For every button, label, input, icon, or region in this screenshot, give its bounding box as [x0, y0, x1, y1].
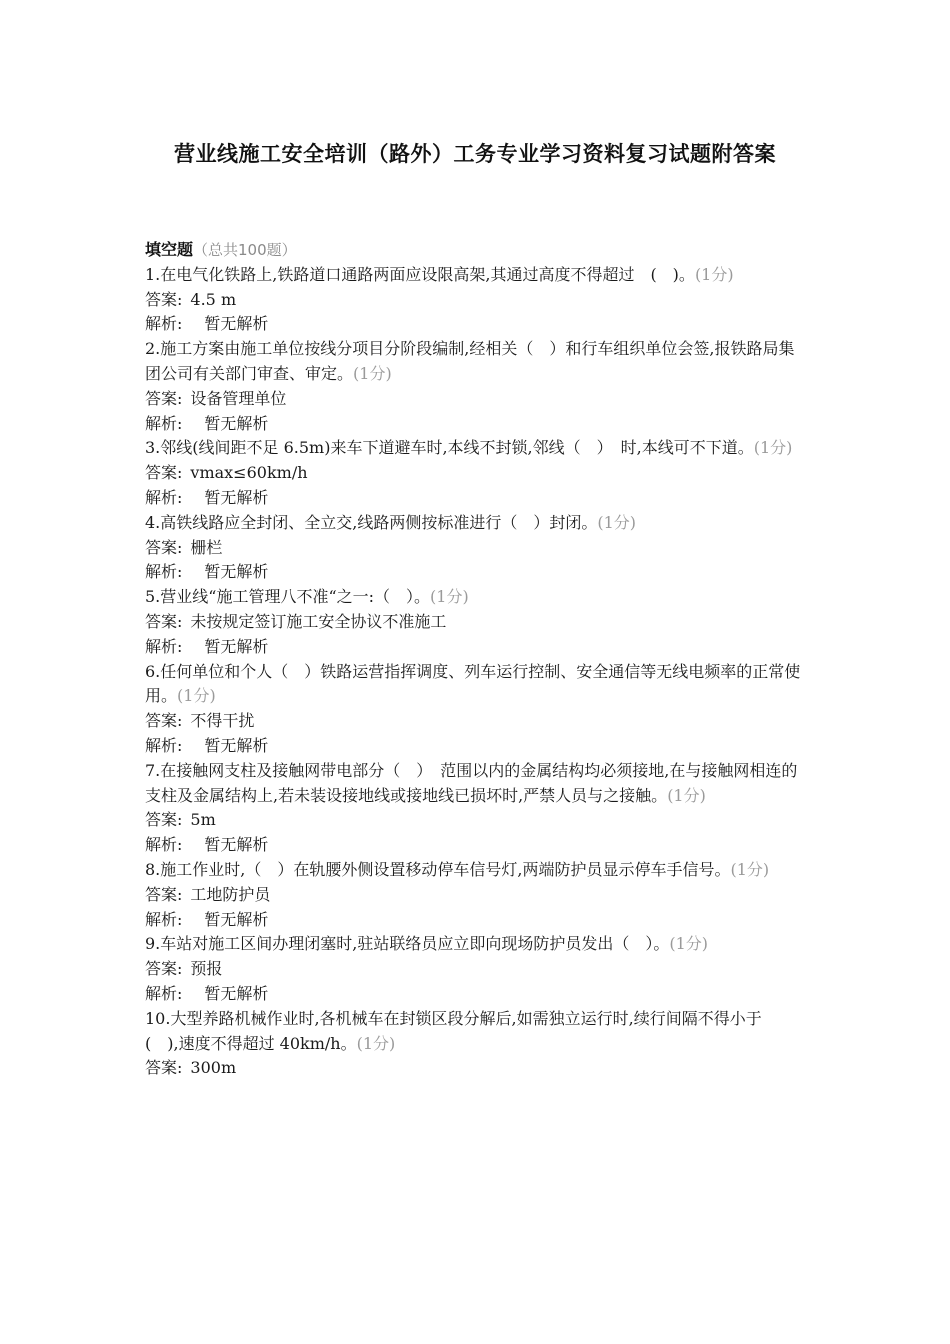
explanation-label: 解析:: [145, 487, 183, 507]
question-text: 4.高铁线路应全封闭、全立交,线路两侧按标准进行（ ）封闭。: [145, 512, 598, 532]
explanation-label: 解析:: [145, 314, 183, 334]
explanation-label: 解析:: [145, 983, 183, 1003]
explanation-line: [145, 560, 810, 585]
explanation-value: 暂无解析: [204, 636, 269, 656]
explanation-value: 暂无解析: [204, 314, 269, 334]
answer-line: [145, 957, 810, 982]
question-item: [145, 263, 810, 337]
answer-label: 答案:: [145, 711, 183, 731]
explanation-line: [145, 833, 810, 858]
answer-value: 预报: [190, 959, 223, 979]
answer-label: 答案:: [145, 810, 183, 830]
question-text: 8.施工作业时,（ ）在轨腰外侧设置移动停车信号灯,两端防护员显示停车手信号。: [145, 859, 731, 879]
explanation-label: 解析:: [145, 636, 183, 656]
answer-value: 不得干扰: [190, 711, 255, 731]
answer-value: 栅栏: [190, 537, 223, 557]
answer-line: [145, 709, 810, 734]
answer-label: 答案:: [145, 289, 183, 309]
question-item: [145, 759, 810, 858]
question-text: 3.邻线(线间距不足 6.5m)来车下道避车时,本线不封锁,邻线（ ） 时,本线可不下道。: [145, 438, 754, 458]
question-score: (1分): [669, 934, 709, 954]
question-score: (1分): [730, 859, 770, 879]
answer-line: [145, 461, 810, 486]
answer-line: [145, 610, 810, 635]
explanation-label: 解析:: [145, 735, 183, 755]
explanation-value: 暂无解析: [204, 562, 269, 582]
question-item: [145, 660, 810, 759]
explanation-value: 暂无解析: [204, 835, 269, 855]
answer-value: 300m: [190, 1058, 237, 1078]
explanation-label: 解析:: [145, 413, 183, 433]
explanation-line: [145, 734, 810, 759]
question-score: (1分): [753, 438, 793, 458]
question-text: 7.在接触网支柱及接触网带电部分（ ） 范围以内的金属结构均必须接地,在与接触网相连的支柱及金属结构上,若未装设接地线或接地线已损坏时,严禁人员与之接触。: [145, 760, 798, 805]
section-header: [145, 238, 810, 263]
explanation-value: 暂无解析: [204, 487, 269, 507]
answer-line: [145, 288, 810, 313]
question-item: [145, 511, 810, 585]
explanation-value: 暂无解析: [204, 909, 269, 929]
section-count: （总共100题）: [193, 241, 297, 259]
question-item: [145, 585, 810, 659]
question-score: (1分): [353, 363, 392, 383]
explanation-line: [145, 908, 810, 933]
answer-value: 4.5 m: [190, 289, 237, 309]
explanation-line: [145, 982, 810, 1007]
answer-value: 未按规定签订施工安全协议不准施工: [190, 611, 447, 631]
question-score: (1分): [667, 785, 706, 805]
explanation-label: 解析:: [145, 562, 183, 582]
explanation-line: [145, 635, 810, 660]
question-item: [145, 1007, 810, 1081]
question-score: (1分): [177, 686, 216, 706]
explanation-value: 暂无解析: [204, 983, 269, 1003]
answer-label: 答案:: [145, 537, 183, 557]
document-title: 营业线施工安全培训（路外）工务专业学习资料复习试题附答案: [174, 142, 776, 166]
explanation-line: [145, 312, 810, 337]
answer-label: 答案:: [145, 1058, 183, 1078]
question-text: 6.任何单位和个人（ ）铁路运营指挥调度、列车运行控制、安全通信等无线电频率的正常使用。: [145, 661, 801, 706]
question-item: [145, 337, 810, 436]
question-text: 10.大型养路机械作业时,各机械车在封锁区段分解后,如需独立运行时,续行间隔不得小于 ( ),速度不得超过 40km/h。: [145, 1008, 778, 1053]
question-score: (1分): [356, 1033, 396, 1053]
question-score: (1分): [430, 587, 469, 607]
question-text: 9.车站对施工区间办理闭塞时,驻站联络员应立即向现场防护员发出（ ）。: [145, 934, 670, 954]
answer-label: 答案:: [145, 959, 183, 979]
explanation-value: 暂无解析: [204, 735, 269, 755]
answer-value: 设备管理单位: [190, 388, 287, 408]
answer-value: 工地防护员: [190, 884, 271, 904]
answer-line: [145, 536, 810, 561]
section-title: 填空题: [145, 240, 194, 259]
answer-value: 5m: [190, 810, 216, 830]
answer-line: [145, 808, 810, 833]
answer-value: vmax≤60km/h: [190, 463, 308, 483]
question-text: 1.在电气化铁路上,铁路道口通路两面应设限高架,其通过高度不得超过 ( )。: [145, 264, 695, 284]
answer-label: 答案:: [145, 388, 183, 408]
explanation-value: 暂无解析: [204, 413, 269, 433]
question-text: 5.营业线“施工管理八不准“之一:（ ）。: [145, 587, 431, 607]
explanation-label: 解析:: [145, 909, 183, 929]
question-item: [145, 858, 810, 932]
answer-label: 答案:: [145, 884, 183, 904]
question-item: [145, 932, 810, 1006]
question-score: (1分): [597, 512, 637, 532]
explanation-line: [145, 412, 810, 437]
explanation-line: [145, 486, 810, 511]
question-text: 2.施工方案由施工单位按线分项目分阶段编制,经相关（ ）和行车组织单位会签,报铁路局集团公司有关部门审查、审定。: [145, 339, 795, 383]
question-item: [145, 436, 810, 510]
answer-label: 答案:: [145, 463, 183, 483]
document-body: [145, 238, 810, 1081]
answer-line: [145, 883, 810, 908]
answer-line: [145, 1056, 810, 1081]
answer-line: [145, 387, 810, 412]
explanation-label: 解析:: [145, 835, 183, 855]
question-score: (1分): [694, 264, 734, 284]
answer-label: 答案:: [145, 611, 183, 631]
